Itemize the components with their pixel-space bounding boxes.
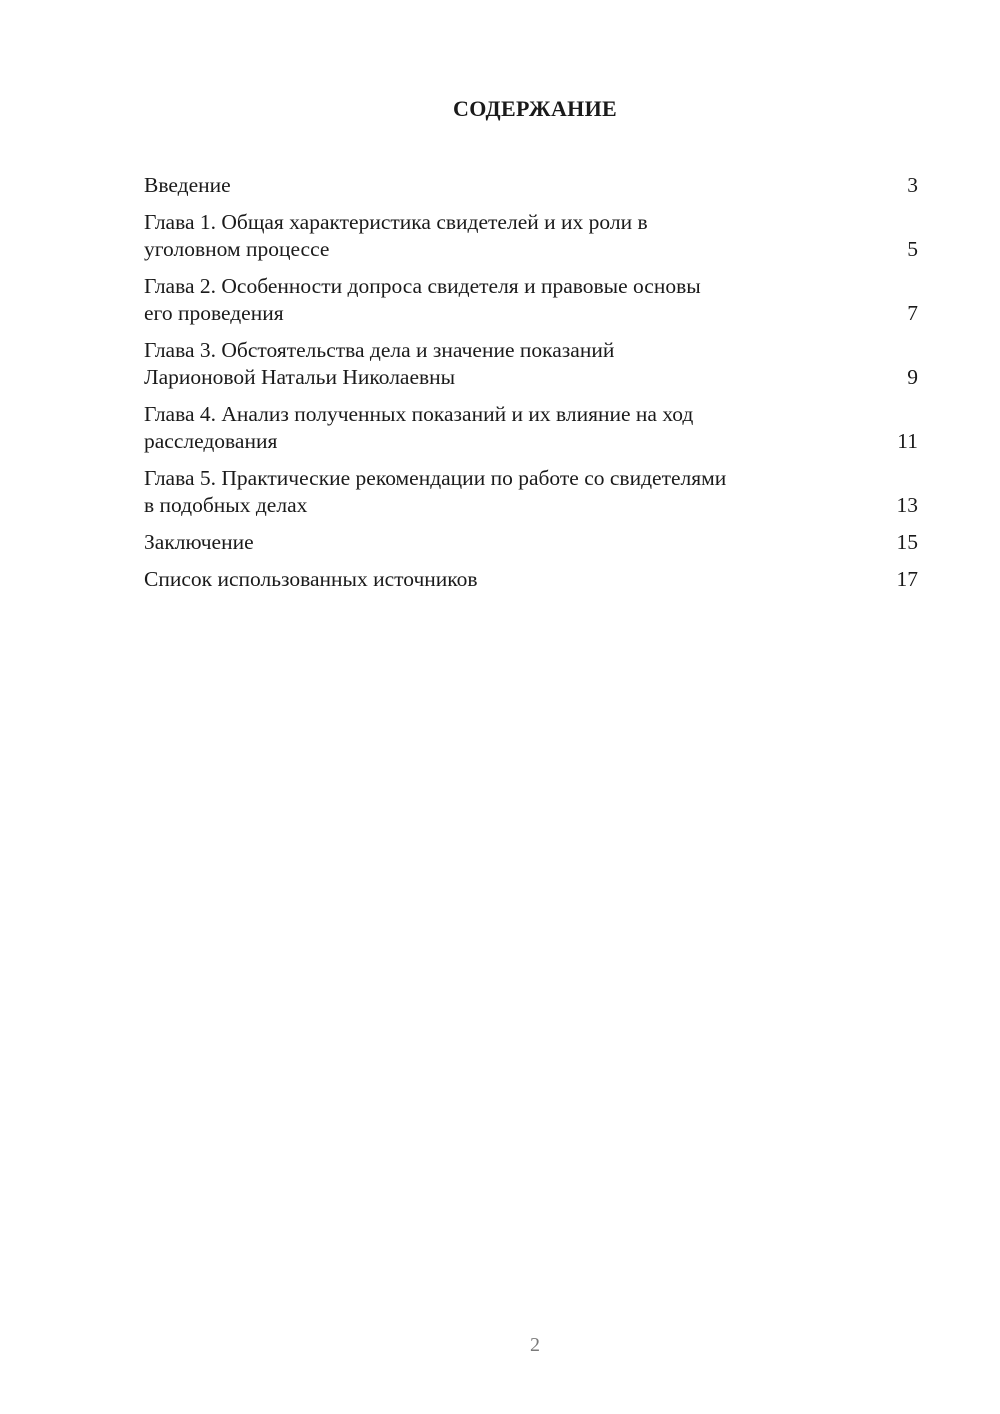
toc-entry-page: 11	[897, 429, 918, 453]
page-title: СОДЕРЖАНИЕ	[453, 96, 617, 121]
toc-entry-page: 15	[896, 530, 918, 554]
toc-entry-text: Введение	[144, 173, 231, 197]
page-number: 2	[530, 1334, 540, 1356]
toc-entry-chapter-2	[144, 273, 918, 327]
toc-entry-text: Список использованных источников	[144, 567, 478, 591]
toc-entry-chapter-1	[144, 209, 918, 263]
toc-entry-chapter-5	[144, 465, 918, 519]
toc-entry-text: Глава 3. Обстоятельства дела и значение показаний Ларионовой Натальи Николаевны	[144, 338, 615, 389]
toc-entry-text: Глава 1. Общая характеристика свидетелей и их роли в уголовном процессе	[144, 210, 648, 261]
toc-entry-text: Глава 5. Практические рекомендации по работе со свидетелями в подобных делах	[144, 466, 727, 517]
toc-entry-chapter-3	[144, 337, 918, 391]
toc-entry-chapter-4	[144, 401, 918, 455]
toc-entry-page: 9	[907, 365, 918, 389]
toc-entry-references	[144, 566, 918, 593]
toc-entry-page: 3	[907, 173, 918, 197]
toc-entry-introduction	[144, 172, 918, 199]
table-of-contents	[144, 172, 918, 603]
toc-entry-page: 5	[907, 237, 918, 261]
toc-entry-conclusion	[144, 529, 918, 556]
toc-entry-text: Глава 4. Анализ полученных показаний и их влияние на ход расследования	[144, 402, 694, 453]
toc-entry-text: Глава 2. Особенности допроса свидетеля и правовые основы его проведения	[144, 274, 701, 325]
toc-entry-page: 13	[896, 493, 918, 517]
toc-entry-text: Заключение	[144, 530, 254, 554]
toc-entry-page: 17	[896, 567, 918, 591]
toc-entry-page: 7	[907, 301, 918, 325]
